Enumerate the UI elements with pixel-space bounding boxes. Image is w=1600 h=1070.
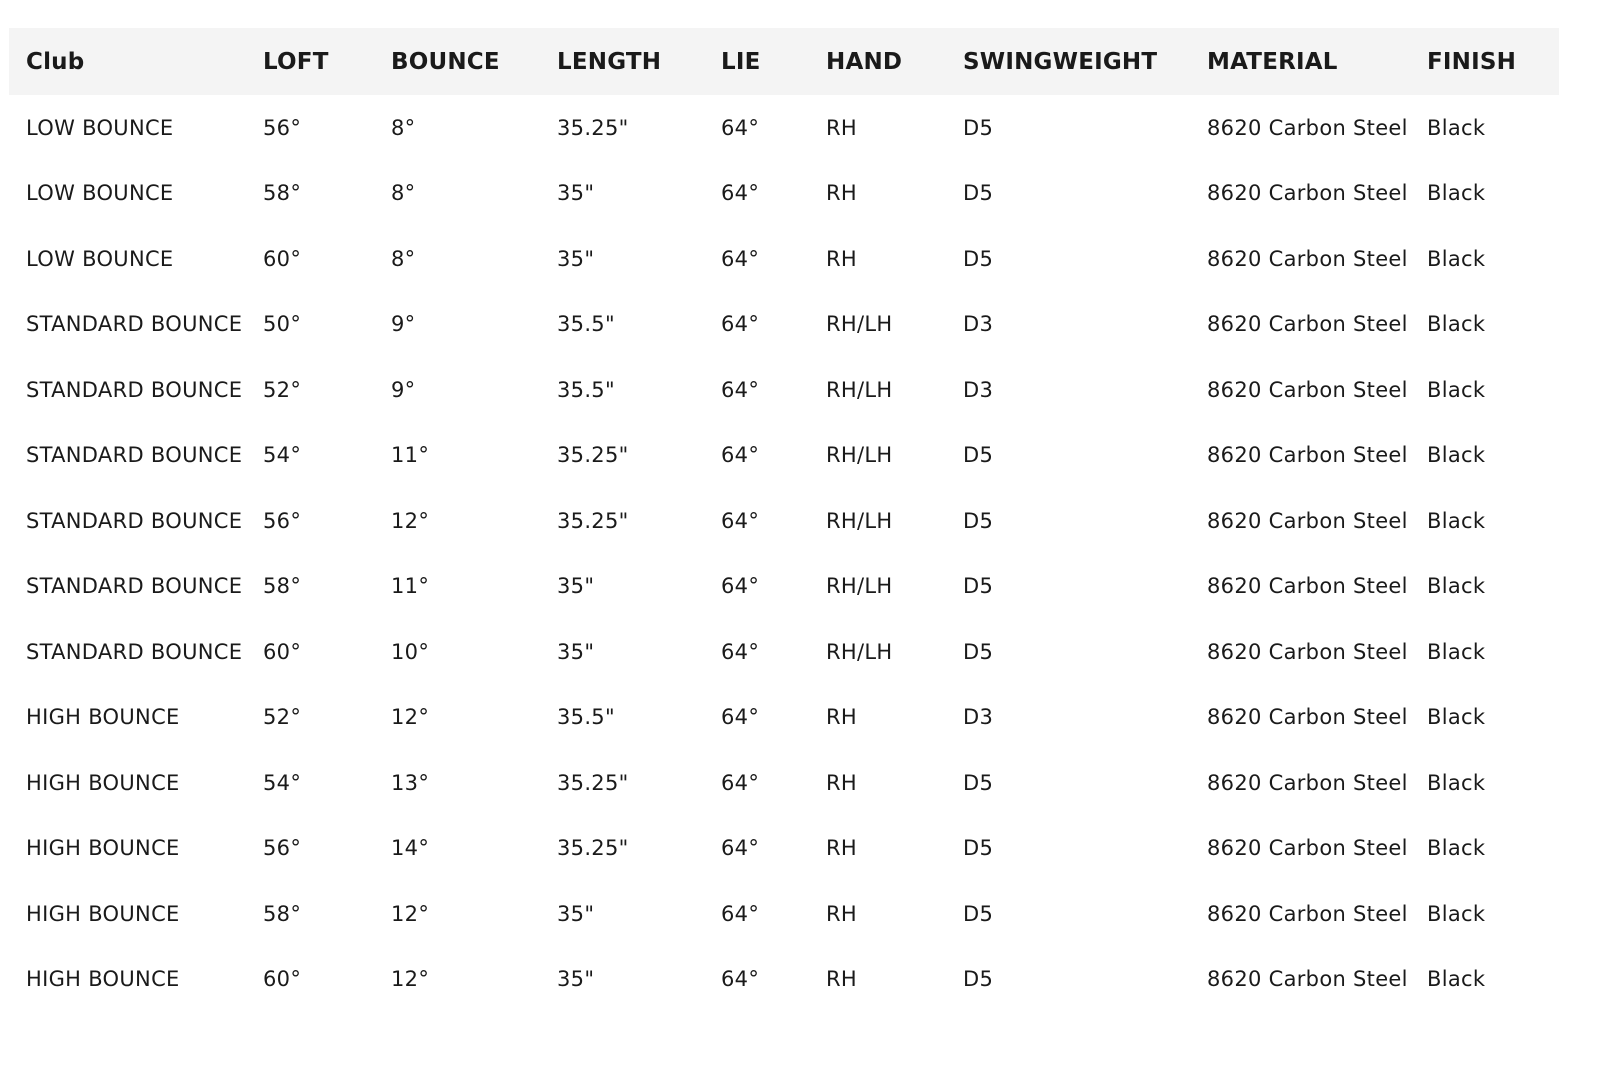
cell-material: 8620 Carbon Steel [1207, 770, 1408, 795]
cell-swingweight: D5 [963, 967, 994, 992]
cell-length: 35" [557, 181, 595, 206]
cell-finish: Black [1427, 574, 1486, 599]
cell-hand: RH/LH [826, 443, 893, 468]
header-finish: FINISH [1427, 48, 1517, 75]
cell-club: HIGH BOUNCE [26, 836, 180, 861]
table-row [9, 95, 1559, 161]
cell-hand: RH/LH [826, 639, 893, 664]
cell-club: HIGH BOUNCE [26, 770, 180, 795]
cell-material: 8620 Carbon Steel [1207, 377, 1408, 402]
cell-hand: RH/LH [826, 574, 893, 599]
cell-hand: RH [826, 770, 857, 795]
cell-bounce: 12° [391, 705, 430, 730]
cell-club: STANDARD BOUNCE [26, 574, 243, 599]
cell-bounce: 12° [391, 508, 430, 533]
cell-bounce: 13° [391, 770, 430, 795]
cell-swingweight: D5 [963, 901, 994, 926]
cell-length: 35.25" [557, 443, 629, 468]
cell-lie: 64° [721, 836, 760, 861]
cell-hand: RH [826, 115, 857, 140]
cell-material: 8620 Carbon Steel [1207, 574, 1408, 599]
cell-finish: Black [1427, 508, 1486, 533]
cell-finish: Black [1427, 246, 1486, 271]
table-row [9, 816, 1559, 882]
cell-bounce: 14° [391, 836, 430, 861]
cell-club: LOW BOUNCE [26, 181, 174, 206]
header-swingweight: SWINGWEIGHT [963, 48, 1158, 75]
cell-finish: Black [1427, 770, 1486, 795]
cell-length: 35" [557, 639, 595, 664]
cell-material: 8620 Carbon Steel [1207, 836, 1408, 861]
cell-loft: 58° [263, 574, 302, 599]
cell-material: 8620 Carbon Steel [1207, 312, 1408, 337]
cell-bounce: 12° [391, 967, 430, 992]
cell-length: 35" [557, 901, 595, 926]
cell-material: 8620 Carbon Steel [1207, 901, 1408, 926]
cell-loft: 54° [263, 770, 302, 795]
cell-club: LOW BOUNCE [26, 246, 174, 271]
cell-swingweight: D5 [963, 574, 994, 599]
cell-loft: 56° [263, 836, 302, 861]
cell-finish: Black [1427, 639, 1486, 664]
cell-finish: Black [1427, 443, 1486, 468]
cell-bounce: 11° [391, 443, 430, 468]
cell-club: STANDARD BOUNCE [26, 312, 243, 337]
cell-loft: 58° [263, 901, 302, 926]
cell-bounce: 8° [391, 181, 416, 206]
cell-bounce: 12° [391, 901, 430, 926]
cell-material: 8620 Carbon Steel [1207, 508, 1408, 533]
cell-lie: 64° [721, 770, 760, 795]
cell-swingweight: D3 [963, 705, 994, 730]
cell-loft: 56° [263, 508, 302, 533]
cell-lie: 64° [721, 967, 760, 992]
cell-loft: 54° [263, 443, 302, 468]
cell-loft: 56° [263, 115, 302, 140]
cell-finish: Black [1427, 967, 1486, 992]
table-row [9, 357, 1559, 423]
cell-club: HIGH BOUNCE [26, 901, 180, 926]
table-row [9, 685, 1559, 751]
cell-lie: 64° [721, 705, 760, 730]
cell-club: STANDARD BOUNCE [26, 377, 243, 402]
cell-club: STANDARD BOUNCE [26, 508, 243, 533]
table-header [9, 28, 1559, 95]
table-row [9, 750, 1559, 816]
cell-lie: 64° [721, 639, 760, 664]
cell-club: LOW BOUNCE [26, 115, 174, 140]
cell-hand: RH [826, 836, 857, 861]
cell-swingweight: D5 [963, 639, 994, 664]
cell-lie: 64° [721, 508, 760, 533]
cell-loft: 58° [263, 181, 302, 206]
cell-swingweight: D5 [963, 770, 994, 795]
cell-finish: Black [1427, 901, 1486, 926]
cell-lie: 64° [721, 901, 760, 926]
cell-hand: RH/LH [826, 312, 893, 337]
header-row [9, 28, 1559, 95]
cell-material: 8620 Carbon Steel [1207, 443, 1408, 468]
cell-lie: 64° [721, 115, 760, 140]
cell-material: 8620 Carbon Steel [1207, 115, 1408, 140]
cell-bounce: 11° [391, 574, 430, 599]
cell-club: HIGH BOUNCE [26, 705, 180, 730]
cell-swingweight: D3 [963, 312, 994, 337]
cell-bounce: 8° [391, 115, 416, 140]
cell-hand: RH/LH [826, 508, 893, 533]
cell-bounce: 10° [391, 639, 430, 664]
cell-hand: RH/LH [826, 377, 893, 402]
cell-lie: 64° [721, 377, 760, 402]
cell-lie: 64° [721, 246, 760, 271]
table-row [9, 226, 1559, 292]
cell-material: 8620 Carbon Steel [1207, 705, 1408, 730]
table-row [9, 947, 1559, 1013]
wedge-specs-table [9, 28, 1559, 1012]
cell-loft: 50° [263, 312, 302, 337]
cell-lie: 64° [721, 312, 760, 337]
cell-club: HIGH BOUNCE [26, 967, 180, 992]
cell-loft: 60° [263, 967, 302, 992]
cell-finish: Black [1427, 115, 1486, 140]
cell-length: 35.25" [557, 836, 629, 861]
cell-hand: RH [826, 181, 857, 206]
cell-swingweight: D5 [963, 508, 994, 533]
cell-material: 8620 Carbon Steel [1207, 639, 1408, 664]
header-bounce: BOUNCE [391, 48, 500, 75]
table-body [9, 95, 1559, 1012]
table-row [9, 881, 1559, 947]
cell-bounce: 8° [391, 246, 416, 271]
header-hand: HAND [826, 48, 903, 75]
table-row [9, 554, 1559, 620]
header-loft: LOFT [263, 48, 329, 75]
cell-loft: 52° [263, 377, 302, 402]
cell-length: 35.5" [557, 705, 615, 730]
cell-lie: 64° [721, 443, 760, 468]
cell-length: 35" [557, 574, 595, 599]
cell-finish: Black [1427, 377, 1486, 402]
cell-hand: RH [826, 967, 857, 992]
cell-finish: Black [1427, 312, 1486, 337]
header-material: MATERIAL [1207, 48, 1338, 75]
header-length: LENGTH [557, 48, 662, 75]
table-row [9, 161, 1559, 227]
cell-length: 35" [557, 967, 595, 992]
cell-swingweight: D5 [963, 836, 994, 861]
cell-material: 8620 Carbon Steel [1207, 181, 1408, 206]
header-lie: LIE [721, 48, 761, 75]
table-row [9, 423, 1559, 489]
cell-hand: RH [826, 901, 857, 926]
cell-finish: Black [1427, 181, 1486, 206]
cell-loft: 60° [263, 639, 302, 664]
cell-finish: Black [1427, 705, 1486, 730]
cell-lie: 64° [721, 574, 760, 599]
cell-material: 8620 Carbon Steel [1207, 246, 1408, 271]
cell-swingweight: D5 [963, 181, 994, 206]
table-row [9, 292, 1559, 358]
table-row [9, 488, 1559, 554]
cell-length: 35.25" [557, 770, 629, 795]
cell-club: STANDARD BOUNCE [26, 639, 243, 664]
cell-length: 35.25" [557, 508, 629, 533]
cell-length: 35" [557, 246, 595, 271]
cell-hand: RH [826, 705, 857, 730]
cell-bounce: 9° [391, 312, 416, 337]
cell-swingweight: D5 [963, 443, 994, 468]
cell-hand: RH [826, 246, 857, 271]
cell-swingweight: D5 [963, 115, 994, 140]
cell-bounce: 9° [391, 377, 416, 402]
cell-length: 35.5" [557, 377, 615, 402]
cell-length: 35.5" [557, 312, 615, 337]
cell-club: STANDARD BOUNCE [26, 443, 243, 468]
header-club: Club [26, 48, 85, 75]
table-row [9, 619, 1559, 685]
cell-swingweight: D5 [963, 246, 994, 271]
cell-lie: 64° [721, 181, 760, 206]
cell-material: 8620 Carbon Steel [1207, 967, 1408, 992]
cell-length: 35.25" [557, 115, 629, 140]
cell-finish: Black [1427, 836, 1486, 861]
cell-swingweight: D3 [963, 377, 994, 402]
cell-loft: 52° [263, 705, 302, 730]
cell-loft: 60° [263, 246, 302, 271]
